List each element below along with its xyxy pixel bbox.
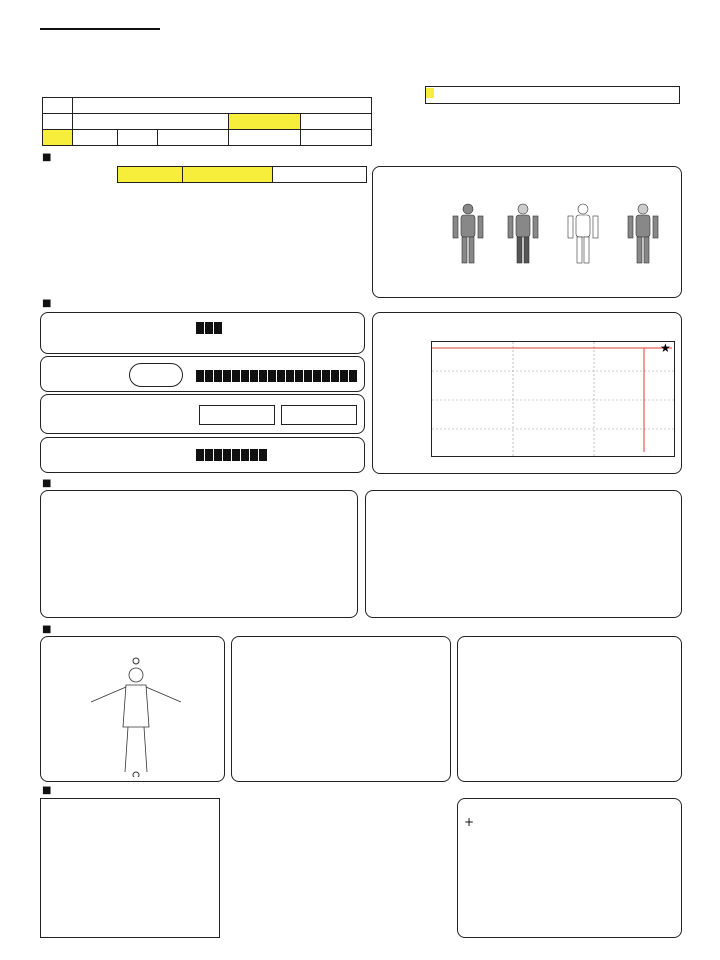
fat-map-grid bbox=[431, 341, 675, 457]
human-figures bbox=[443, 203, 673, 265]
svg-text:★: ★ bbox=[660, 342, 671, 355]
bmr-panel bbox=[40, 312, 365, 354]
segment-heading: ■ bbox=[42, 478, 52, 489]
body-silhouettes bbox=[443, 203, 673, 265]
no-value bbox=[73, 98, 372, 114]
vfr-value bbox=[129, 363, 183, 387]
details-heading: ■ bbox=[42, 152, 52, 163]
vfr-bars bbox=[196, 367, 358, 386]
col-normal bbox=[182, 167, 272, 183]
history-graphs bbox=[228, 798, 450, 938]
info-table bbox=[42, 97, 372, 146]
name-value bbox=[73, 114, 229, 130]
brand-logo bbox=[40, 28, 160, 30]
fat-ratio-panel bbox=[457, 636, 682, 782]
bmr-heading: ■ bbox=[42, 298, 52, 309]
history-panel bbox=[40, 798, 220, 938]
type-field bbox=[158, 130, 229, 146]
col-target bbox=[272, 167, 367, 183]
date-label bbox=[426, 88, 434, 98]
brand-slogan bbox=[40, 28, 160, 30]
leg-muscle-chart bbox=[232, 637, 452, 783]
balance-heading: ■ bbox=[42, 624, 52, 635]
name-label bbox=[43, 114, 73, 130]
pt-value bbox=[300, 130, 371, 146]
body-figures-panel bbox=[372, 166, 682, 298]
bmr-bars bbox=[196, 319, 223, 338]
height-label bbox=[229, 114, 300, 130]
history-heading: ■ bbox=[42, 785, 52, 796]
height-value bbox=[300, 114, 371, 130]
icw-box bbox=[281, 405, 357, 425]
age-label bbox=[43, 130, 73, 146]
pt-label bbox=[229, 130, 300, 146]
date-box bbox=[425, 86, 680, 104]
fat-ratio-chart bbox=[458, 637, 683, 783]
vfr-panel bbox=[40, 356, 365, 392]
ecwtbw-bars bbox=[196, 446, 268, 465]
ecw-box bbox=[199, 405, 275, 425]
leg-muscle-panel bbox=[231, 636, 451, 782]
plus-icon: + bbox=[464, 815, 475, 829]
details-table bbox=[42, 166, 367, 183]
no-label bbox=[43, 98, 73, 114]
tbw-panel bbox=[40, 394, 365, 434]
segment-radars bbox=[0, 490, 720, 618]
sex-value bbox=[118, 130, 158, 146]
col-result bbox=[117, 167, 182, 183]
fat-map-panel bbox=[372, 312, 682, 474]
reactance-panel bbox=[457, 798, 682, 938]
age-value bbox=[73, 130, 118, 146]
ecwtbw-panel bbox=[40, 437, 365, 473]
muscle-balance-panel bbox=[40, 636, 225, 782]
